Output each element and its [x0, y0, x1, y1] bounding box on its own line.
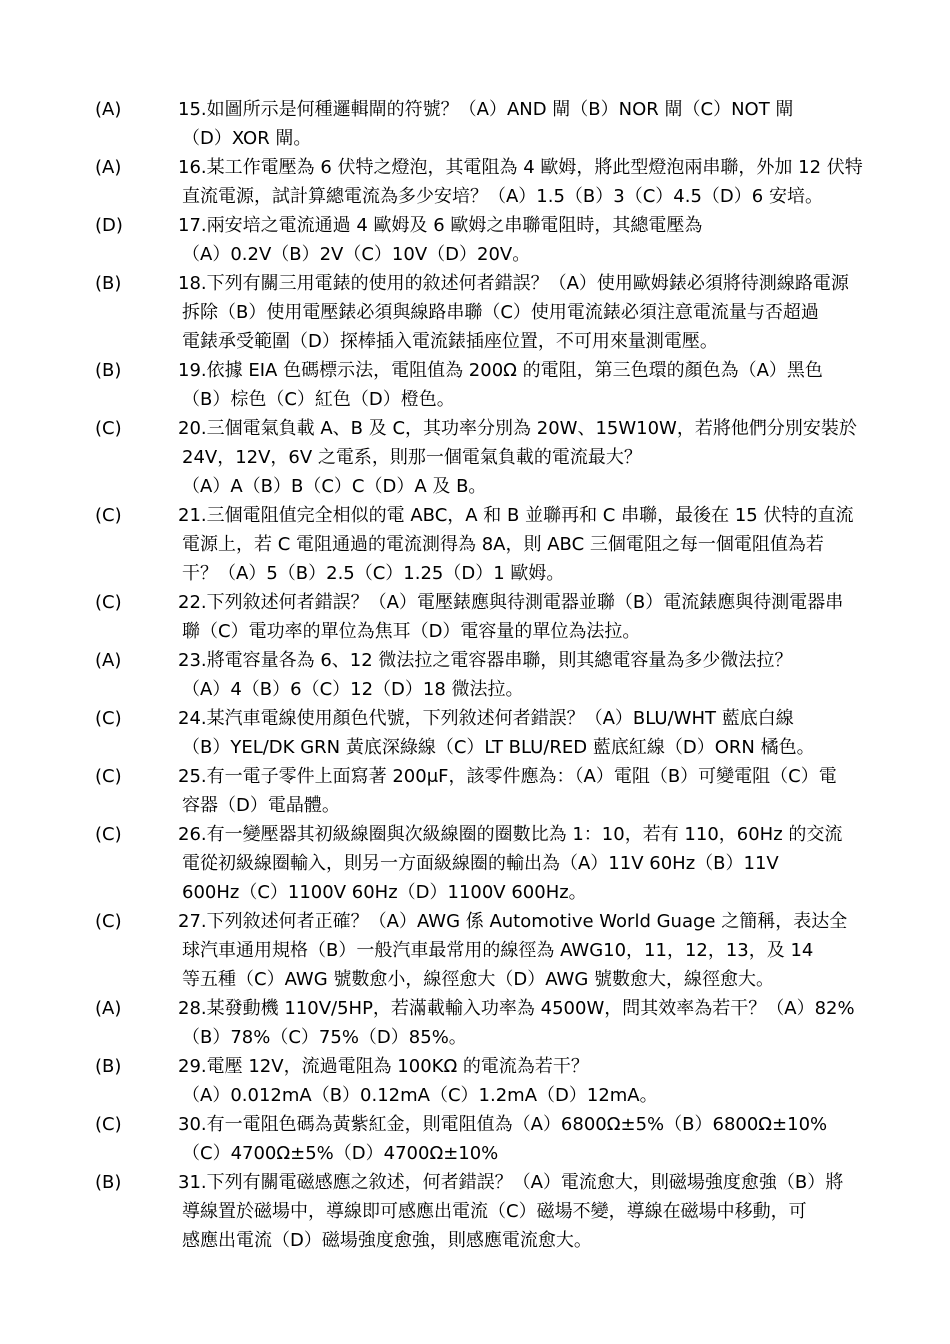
- question-continuation-line: 導線置於磁場中，導線即可感應出電流（C）磁場不變，導線在磁場中移動，可: [182, 1201, 807, 1222]
- question-continuation-line: 等五種（C）AWG 號數愈小，線徑愈大（D）AWG 號數愈大，線徑愈大。: [182, 969, 775, 990]
- question-item: [95, 820, 865, 907]
- answer-key: (A): [95, 650, 122, 671]
- question-text: [95, 704, 865, 762]
- question-item: [95, 269, 865, 356]
- question-item: [95, 994, 865, 1052]
- question-continuation-line: （A）4（B）6（C）12（D）18 微法拉。: [182, 679, 524, 700]
- question-continuation-line: （B）YEL/DK GRN 黃底深綠線（C）LT BLU/RED 藍底紅線（D）ORN 橘色。: [182, 737, 815, 758]
- question-line: 16.某工作電壓為 6 伏特之燈泡，其電阻為 4 歐姆，將此型燈泡兩串聯，外加 12 伏特: [178, 157, 863, 178]
- question-line: 26.有一變壓器其初級線圈與次級線圈的圈數比為 1：10，若有 110，60Hz 的交流: [178, 824, 843, 845]
- question-item: [95, 762, 865, 820]
- answer-key: (C): [95, 824, 122, 845]
- answer-key: (A): [95, 157, 122, 178]
- question-text: [95, 1110, 865, 1168]
- question-text: [95, 907, 865, 994]
- question-continuation-line: （D）XOR 閘。: [182, 128, 312, 149]
- question-item: [95, 95, 865, 153]
- answer-key: (B): [95, 1172, 122, 1193]
- question-item: [95, 1110, 865, 1168]
- question-text: [95, 820, 865, 907]
- question-text: [95, 211, 865, 269]
- question-continuation-line: 24V，12V，6V 之電系，則那一個電氣負載的電流最大？: [182, 447, 642, 468]
- question-item: [95, 414, 865, 501]
- question-continuation-line: （B）棕色（C）紅色（D）橙色。: [182, 389, 455, 410]
- question-item: [95, 153, 865, 211]
- question-text: [95, 588, 865, 646]
- question-line: 15.如圖所示是何種邏輯閘的符號？（A）AND 閘（B）NOR 閘（C）NOT 閘: [178, 99, 794, 120]
- question-text: [95, 646, 865, 704]
- question-line: 23.將電容量各為 6、12 微法拉之電容器串聯，則其總電容量為多少微法拉？: [178, 650, 793, 671]
- question-continuation-line: 電從初級線圈輸入，則另一方面級線圈的輸出為（A）11V 60Hz（B）11V: [182, 853, 779, 874]
- question-line: 24.某汽車電線使用顏色代號，下列敘述何者錯誤？（A）BLU/WHT 藍底白線: [178, 708, 794, 729]
- question-item: [95, 1052, 865, 1110]
- question-continuation-line: 600Hz（C）1100V 60Hz（D）1100V 600Hz。: [182, 882, 587, 903]
- answer-key: (C): [95, 911, 122, 932]
- question-text: [95, 1052, 865, 1110]
- question-line: 28.某發動機 110V/5HP，若滿載輸入功率為 4500W，問其效率為若干？（A）82%: [178, 998, 855, 1019]
- question-text: [95, 153, 865, 211]
- question-continuation-line: 容器（D）電晶體。: [182, 795, 340, 816]
- question-item: [95, 1168, 865, 1255]
- answer-key: (B): [95, 273, 122, 294]
- question-text: [95, 414, 865, 501]
- question-continuation-line: 聯（C）電功率的單位為焦耳（D）電容量的單位為法拉。: [182, 621, 641, 642]
- question-continuation-line: （B）78%（C）75%（D）85%。: [182, 1027, 467, 1048]
- answer-key: (C): [95, 1114, 122, 1135]
- question-continuation-line: （A）A（B）B（C）C（D）A 及 B。: [182, 476, 487, 497]
- answer-key: (C): [95, 708, 122, 729]
- question-continuation-line: 干？（A）5（B）2.5（C）1.25（D）1 歐姆。: [182, 563, 565, 584]
- question-item: [95, 211, 865, 269]
- question-line: 29.電壓 12V，流過電阻為 100KΩ 的電流為若干？: [178, 1056, 589, 1077]
- answer-key: (A): [95, 998, 122, 1019]
- question-item: [95, 907, 865, 994]
- answer-key: (B): [95, 1056, 122, 1077]
- question-text: [95, 501, 865, 588]
- answer-key: (C): [95, 505, 122, 526]
- question-line: 17.兩安培之電流通過 4 歐姆及 6 歐姆之串聯電阻時，其總電壓為: [178, 215, 703, 236]
- question-continuation-line: 電錶承受範圍（D）探棒插入電流錶插座位置，不可用來量測電壓。: [182, 331, 718, 352]
- question-line: 30.有一電阻色碼為黃紫紅金，則電阻值為（A）6800Ω±5%（B）6800Ω±10%: [178, 1114, 828, 1135]
- question-text: [95, 1168, 865, 1255]
- question-continuation-line: （A）0.2V（B）2V（C）10V（D）20V。: [182, 244, 531, 265]
- question-line: 22.下列敘述何者錯誤？（A）電壓錶應與待測電器並聯（B）電流錶應與待測電器串: [178, 592, 844, 613]
- question-continuation-line: （C）4700Ω±5%（D）4700Ω±10%: [182, 1143, 499, 1164]
- question-item: [95, 501, 865, 588]
- question-continuation-line: （A）0.012mA（B）0.12mA（C）1.2mA（D）12mA。: [182, 1085, 658, 1106]
- question-line: 18.下列有關三用電錶的使用的敘述何者錯誤？（A）使用歐姆錶必須將待測線路電源: [178, 273, 849, 294]
- question-line: 31.下列有關電磁感應之敘述，何者錯誤？（A）電流愈大，則磁場強度愈強（B）將: [178, 1172, 844, 1193]
- question-continuation-line: 拆除（B）使用電壓錶必須與線路串聯（C）使用電流錶必須注意電流量与否超過: [182, 302, 819, 323]
- question-list: [95, 95, 865, 1255]
- question-text: [95, 269, 865, 356]
- question-continuation-line: 電源上，若 C 電阻通過的電流測得為 8A，則 ABC 三個電阻之每一個電阻值為若: [182, 534, 824, 555]
- answer-key: (B): [95, 360, 122, 381]
- answer-key: (D): [95, 215, 123, 236]
- question-line: 25.有一電子零件上面寫著 200μF，該零件應為：（A）電阻（B）可變電阻（C）電: [178, 766, 837, 787]
- question-line: 21.三個電阻值完全相似的電 ABC，A 和 B 並聯再和 C 串聯，最後在 15 伏特的直流: [178, 505, 854, 526]
- question-item: [95, 704, 865, 762]
- question-item: [95, 588, 865, 646]
- question-text: [95, 356, 865, 414]
- question-text: [95, 762, 865, 820]
- question-item: [95, 356, 865, 414]
- answer-key: (A): [95, 99, 122, 120]
- question-continuation-line: 直流電源，試計算總電流為多少安培？（A）1.5（B）3（C）4.5（D）6 安培。: [182, 186, 823, 207]
- question-text: [95, 994, 865, 1052]
- answer-key: (C): [95, 592, 122, 613]
- question-item: [95, 646, 865, 704]
- question-line: 27.下列敘述何者正確？（A）AWG 係 Automotive World Guage 之簡稱，表达全: [178, 911, 848, 932]
- question-continuation-line: 球汽車通用規格（B）一般汽車最常用的線徑為 AWG10，11，12，13，及 14: [182, 940, 814, 961]
- answer-key: (C): [95, 418, 122, 439]
- question-line: 20.三個電氣負載 A、B 及 C，其功率分別為 20W、15W10W，若將他們分別安裝於: [178, 418, 857, 439]
- answer-key: (C): [95, 766, 122, 787]
- question-continuation-line: 感應出電流（D）磁場強度愈強，則感應電流愈大。: [182, 1230, 592, 1251]
- question-line: 19.依據 EIA 色碼標示法，電阻值為 200Ω 的電阻，第三色環的顏色為（A）黑色: [178, 360, 823, 381]
- question-text: [95, 95, 865, 153]
